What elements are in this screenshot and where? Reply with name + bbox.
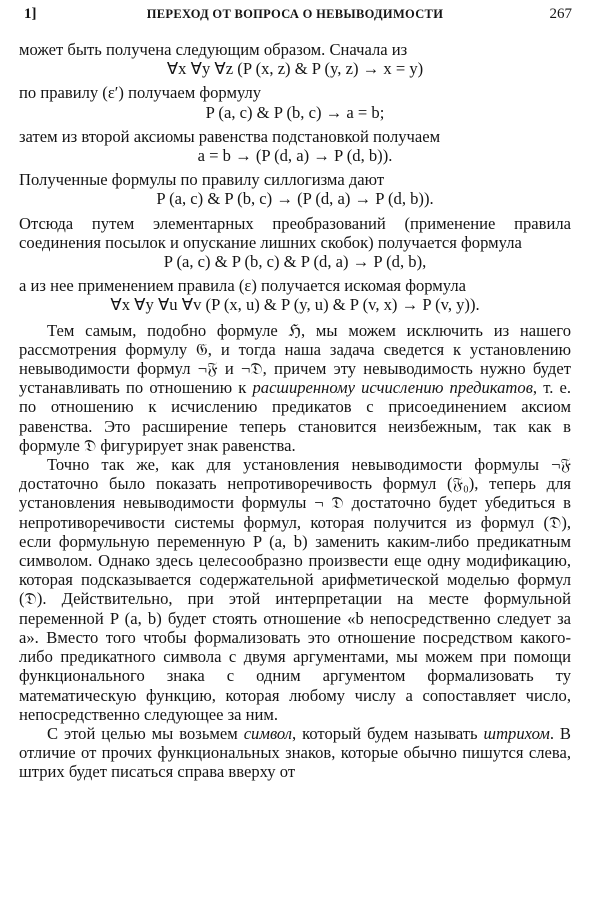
- formula-uniqueness: ∀x ∀y ∀z (P (x, z) & P (y, z) → x = y): [166, 59, 424, 79]
- text-line: затем из второй аксиомы равенства подстановкой получаем: [19, 126, 441, 146]
- paragraph-text: С этой целью мы возьмем: [47, 723, 244, 743]
- formula-combined: P (a, c) & P (b, c) & P (d, a) → P (d, b),: [163, 252, 427, 272]
- text-paragraph: Отсюда путем элементарных преобразований (применение правила соединения посылок и опускание лишних скобок) получается формула: [19, 213, 571, 252]
- paragraph-text: Тем самым, подобно формуле ℌ, мы можем исключить из нашего рассмотрения формулу 𝔊, и тогда наша задача сведется к установлению невыводимости формул ¬𝔉 и ¬𝔇, причем эту невыводимость нужно будет устанавливать по отношению к: [19, 320, 571, 398]
- formula-equality: a = b → (P (d, a) → P (d, b)).: [197, 146, 393, 166]
- running-header: [18, 6, 572, 26]
- emphasis-term: расширенному исчислению предикатов: [252, 378, 533, 398]
- formula-syllogism: P (a, c) & P (b, c) → (P (d, a) → P (d, b)).: [156, 189, 434, 209]
- text-line: по правилу (ε′) получаем формулу: [19, 83, 262, 103]
- text-line: а из нее применением правила (ε) получается искомая формула: [19, 276, 467, 296]
- paragraph-text: , который будем называть: [292, 723, 484, 743]
- paragraph-text: . В отличие от прочих функциональных знаков, которые обычно пишутся слева, штрих будет писаться справа вверху от: [19, 723, 572, 782]
- emphasis-term: штрихом: [483, 723, 550, 743]
- text-line: может быть получена следующим образом. Сначала из: [19, 40, 408, 59]
- formula-target: ∀x ∀y ∀u ∀v (P (x, u) & P (y, u) & P (v, x) → P (v, y)).: [110, 295, 480, 315]
- page-body: [19, 40, 571, 782]
- paragraph-text: , т. е. по отношению к исчислению предикатов с присоединением аксиом равенства. Это расширение теперь становится неизбежным, так как в формуле 𝔇 фигурирует знак равенства.: [19, 378, 571, 455]
- paragraph-extended-calculus: [19, 321, 571, 455]
- paragraph-stroke-symbol: [19, 724, 571, 782]
- text-line: Полученные формулы по правилу силлогизма дают: [19, 170, 385, 190]
- emphasis-term: символ: [243, 723, 293, 743]
- page-number: 267: [549, 6, 572, 22]
- formula-derived: P (a, c) & P (b, c) → a = b;: [205, 102, 385, 122]
- running-title: ПЕРЕХОД ОТ ВОПРОСА О НЕВЫВОДИМОСТИ: [146, 7, 444, 21]
- section-marker: 1]: [24, 6, 37, 22]
- paragraph-consistency: Точно так же, как для установления невыводимости формулы ¬𝔉 достаточно было показать непротиворечивость формул (𝔉₀), теперь для установления невыводимости формулы ¬ 𝔇 достаточно будет убедиться в непротиворечивости системы формул, которая получится из формул (𝔇), если формульную переменную P (a, b) заменить каким-либо предикатным символом. Однако здесь целесообразно произвести еще одну модификацию, которая подсказывается содержательной арифметической моделью формул (𝔇). Действительно, при этой интерпретации на месте формульной переменной P (a, b) будет стоять отношение «b непосредственно следует за a». Вместо того чтобы формализовать это отношение посредством какого-либо предикатного символа с двумя аргументами, мы можем при помощи функционального знака с одним аргументом формализовать ту математическую функцию, которая любому числу a сопоставляет число, непосредственно следующее за ним.: [19, 455, 571, 724]
